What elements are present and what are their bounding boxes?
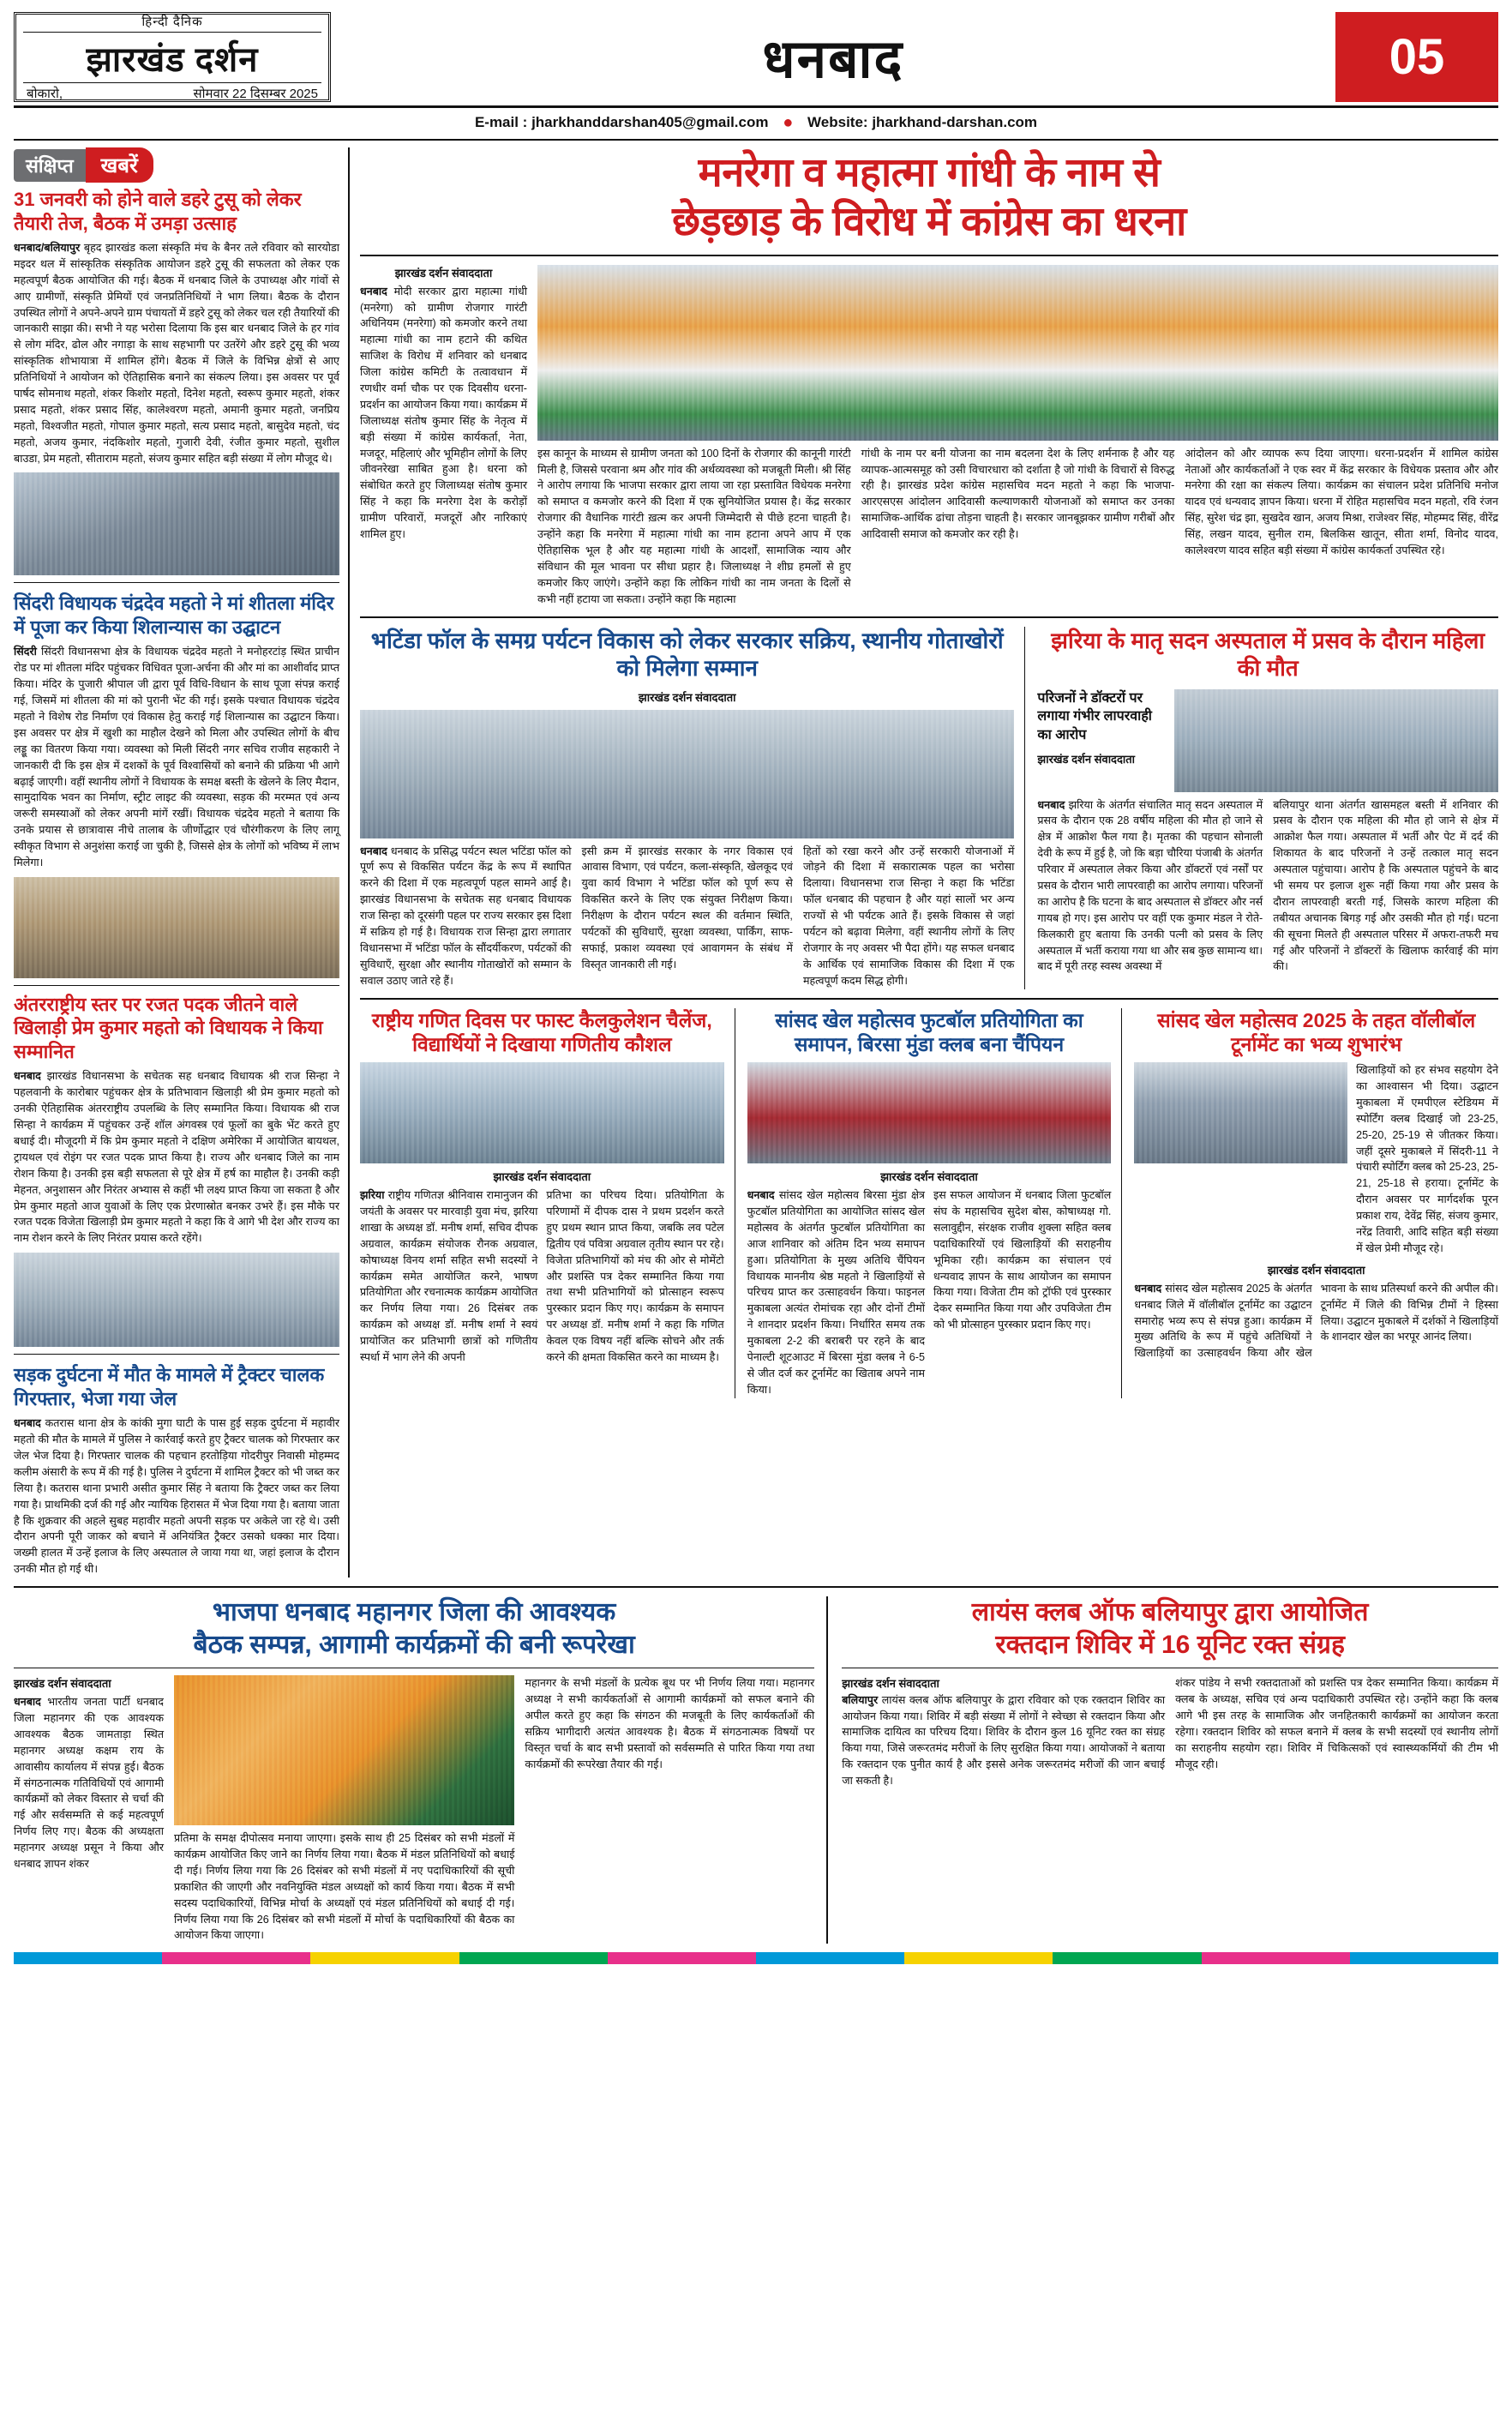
story-col-2: शंकर पांडेय ने सभी रक्तदाताओं को प्रशस्ति पत्र देकर सम्मानित किया। कार्यक्रम में क्लब के अध्यक्ष, सचिव एवं अन्य पदाधिकारी उपस्थित रहे। उन्होंने कहा कि क्लब आगे भी इस तरह के सामाजिक और जनहितकारी कार्यक्रमों का आयोजन करता रहेगा। रक्तदान शिविर को सफल बनाने में क्लब के सभी सदस्यों एवं स्थानीय लोगों का सराहनीय सहयोग रहा। शिविर में चिकित्सकों एवं स्वास्थ्यकर्मियों की टीम भी मौजूद रही। bbox=[1175, 1677, 1499, 1770]
story-headline: भटिंडा फॉल के समग्र पर्यटन विकास को लेकर सरकार सक्रिय, स्थानीय गोताखोरों को मिलेगा सम्मान bbox=[370, 627, 1004, 682]
story-col-1-wrap bbox=[14, 1675, 164, 1944]
story-headline-line1: लायंस क्लब ऑफ बलियापुर द्वारा आयोजित bbox=[971, 1598, 1369, 1627]
footer-row bbox=[14, 1596, 1498, 1944]
story-bhatinda-fall bbox=[360, 627, 1025, 989]
lead-headline-line1: मनरेगा व महात्मा गांधी के नाम से bbox=[698, 149, 1161, 195]
divider bbox=[14, 1354, 339, 1355]
story-photo bbox=[1174, 689, 1498, 792]
bottom-row bbox=[360, 1008, 1498, 1398]
brief-text: कतरास थाना क्षेत्र के कांकी मुगा घाटी के पास हुई सड़क दुर्घटना में महावीर महतो की मौत के मामले में पुलिस ने कार्रवाई करते हुए ट्रैक्टर चालक को गिरफ्तार कर जेल भेज दिया है। गिरफ्तार चालक की पहचान हरतोड़िया गोदरीपुर निवासी मोहम्मद कलीम अंसारी के रूप में की गई है। पुलिस ने दुर्घटना में शामिल ट्रैक्टर को भी जब्त कर लिया है। कतरास थाना प्रभारी असीत कुमार सिंह ने बताया कि ट्रैक्टर जब्त कर लिया गया है। प्राथमिकी दर्ज की गई और न्यायिक हिरासत में भेज दिया गया है। बताया जाता है कि शुक्रवार की अहले सुबह महावीर महतो अपनी सड़क पर अकेले जा रहे थे। उसी दौरान अपनी पूरी जाकर को बचाने में अनियंत्रित ट्रैक्टर उसको धक्का मार दिया। जख्मी हालत में उन्हें इलाज के लिए अस्पताल ले जाया गया था, जहां इलाज के दौरान उनकी मौत हो गई थी। bbox=[14, 1417, 340, 1576]
masthead bbox=[14, 12, 1498, 108]
brief-text: बृहद झारखंड कला संस्कृति मंच के बैनर तले रविवार को सारयोडा मइदर थल में सांस्कृतिक संस्कृतिक आयोजन डहरे टुसू की सफलता को लेकर एक महत्वपूर्ण बैठक आयोजित की गई। बैठक में धनबाद जिले के उपाध्यक्ष और गांवों से आए ग्रामीणों, संस्कृति प्रेमियों एवं जनप्रतिनिधियों ने भाग लिया। बैठक के दौरान उपस्थित लोगों ने अपने-अपने ग्राम पंचायतों में डहरे टुसू को लेकर चल रही तैयारियों की जानकारी साझा की। सभी ने यह भरोसा दिलाया कि इस बार धनबाद जिले के हर गांव से लोग मंदिर, ढोल और नगाड़ा के साथ सहभागी पर उतरेंगे और डहरे टुसू की भव्य सांस्कृतिक शोभायात्रा में शामिल होंगे। बैठक में जिले के विभिन्न क्षेत्रों से आए प्रतिनिधियों ने आयोजन को ऐतिहासिक बनाने का संकल्प लिया। इस अवसर पर पूर्व पार्षद सोमनाथ महतो, शंकर किशोर महतो, दिनेश महतो, स्वरूप कुमार महतो, शंकर प्रसाद महतो, शंकर प्रसाद सिंह, कालेश्वरण महतो, अमानी कुमार महतो, जनप्रिय महतो, विश्वजीत महतो, गोपाल कुमार महतो, सत्य प्रसाद महतो, बासुदेव महतो, चंद महतो, अजय कुमार, नंदकिशोर महतो, गुजारी देवी, रंजीत कुमार महतो, सुशील बाउडा, प्रेम महतो, सीताराम महतो, संजय कुमार सहित बड़ी संख्या में लोग मौजूद थे। bbox=[14, 242, 340, 465]
story-photo bbox=[360, 710, 1014, 838]
story-photo-wrap bbox=[1174, 689, 1498, 792]
lead-dateline: धनबाद bbox=[360, 285, 387, 297]
contact-strip bbox=[14, 108, 1498, 141]
story-subhead: परिजनों ने डॉक्टरों पर लगाया गंभीर लापरवाही का आरोप bbox=[1037, 690, 1152, 742]
brief-photo bbox=[14, 472, 339, 575]
brief-item bbox=[14, 1363, 339, 1578]
brief-item bbox=[14, 592, 339, 977]
story-col-1 bbox=[747, 1187, 925, 1398]
masthead-city-wrap bbox=[331, 12, 1335, 102]
briefs-column bbox=[14, 147, 350, 1578]
story-dateline: बलियापुर bbox=[842, 1693, 879, 1706]
briefs-header bbox=[14, 147, 339, 183]
story-headline: सांसद खेल महोत्सव फुटबॉल प्रतियोगिता का समापन, बिरसा मुंडा क्लब बना चैंपियन bbox=[775, 1008, 1083, 1056]
story-subhead-wrap bbox=[1037, 689, 1166, 792]
print-registration-bar bbox=[14, 1952, 1498, 1964]
right-area bbox=[350, 147, 1498, 1578]
story-para: झरिया के अंतर्गत संचालित मातृ सदन अस्पताल में प्रसव के दौरान एक 28 वर्षीय महिला की मौत हो जाने से क्षेत्र में आक्रोश फैल गया है। मृतका की पहचान सोनाली देवी के रूप में हुई है, जो कि बड़ा चौरिया पंजाबी के अंतर्गत परिवार में अस्पताल लेकर किया और डॉक्टरों एवं नर्सों पर प्रसव के दौरान भारी लापरवाही का आरोप लगाया। परिजनों का आरोप है कि घटना के बाद अस्पताल से डॉक्टर और नर्स गायब हो गए। इस आरोप पर वहीं एक कुमार मंडल ने रोते-किलकारी हुए बताया कि उनकी पत्नी को प्रसव के लिए अस्पताल में भर्ती कराया गया था और सब कुछ सामान्य था। बाद में पूरी तरह स्वस्थ अवस्था में bbox=[1037, 798, 1263, 973]
story-headline: झरिया के मातृ सदन अस्पताल में प्रसव के दौरान महिला की मौत bbox=[1051, 627, 1485, 682]
brief-text: सिंदरी विधानसभा क्षेत्र के विधायक चंद्रदेव महतो ने मनोहरटांड़ स्थित प्राचीन रोड पर मां शीतला मंदिर पहुंचकर विधिवत पूजा-अर्चना की और मां का आशीर्वाद प्राप्त किया। मंदिर के पुजारी श्रीपाल जी द्वारा पूर्व विधि-विधान के साथ पूजा संपन्न कराई गई, जिसमें मां शीतला की मां को पुरानी भेंट की गई। इसके पश्चात विधायक चंद्रदेव महतो ने विशेष रोड निर्माण एवं विकास हेतु कराई गई शिलान्यास का उद्घाटन किया। इस अवसर पर क्षेत्र में खुशी का माहौल देखने को मिला और उपस्थित लोगों के बीच लड्डू का वितरण किया गया। व्यवस्था को मिली सिंदरी नगर सचिव राजीव सहकारी ने जानकारी दी कि इस क्षेत्र में दशकों के पूर्व विश्वासियों को बनाने की प्रक्रिया भी आगे बढ़ाई जाएगी। वहीं स्थानीय लोगों ने विधायक के समक्ष बस्ती के खेलने के लिए मैदान, सामुदायिक भवन का निर्माण, स्ट्रीट लाइट की व्यवस्था, सड़क की मरम्मत एवं अन्य जरूरी समस्याओं को लेकर अपनी मांगें रखीं। विधायक चंद्रदेव महतो ने बताया कि उनके प्रयास से छात्रावास नीचे तालाब के जीर्णोद्धार एवं चौरंगीकरण के लिए लागू स्वीकृत विभाग से अनुशंसा कराई जा चुकी है, जिससे क्षेत्र के लोगों को भविष्य में लाभ मिलेगा। bbox=[14, 646, 339, 869]
story-byline: झारखंड दर्शन संवाददाता bbox=[1037, 753, 1136, 766]
website-label: Website: bbox=[807, 113, 868, 130]
lead-byline: झारखंड दर्शन संवाददाता bbox=[394, 266, 493, 279]
brief-item bbox=[14, 993, 339, 1347]
story-col-2: प्रतिभा का परिचय दिया। प्रतियोगिता के परिणामों में दीपक दास ने प्रथम प्रदर्शन करते हुए प्रथम स्थान प्राप्त किया, जबकि लव पटेल द्वितीय एवं पवित्रा अग्रवाल तृतीय स्थान पर रहे। विजेता प्रतिभागियों को मंच की ओर से मोमेंटो और प्रशस्ति पत्र देकर सम्मानित किया गया तथा सभी प्रतिभागियों को प्रोत्साहन स्वरूप पुरस्कार प्रदान किए गए। कार्यक्रम के समापन पर अध्यक्ष डॉ. मनीष शर्मा ने कहा कि गणित केवल एक विषय नहीं बल्कि सोचने और तर्क करने की क्षमता विकसित करने का माध्यम है। bbox=[546, 1189, 724, 1363]
story-photo-wrap bbox=[174, 1675, 514, 1944]
masthead-city: धनबाद bbox=[762, 29, 904, 89]
story-dateline: झरिया bbox=[360, 1189, 385, 1202]
story-math-day bbox=[360, 1008, 735, 1398]
lead-headline-line2: छेड़छाड़ के विरोध में कांग्रेस का धरना bbox=[672, 198, 1186, 244]
lead-para: मोदी सरकार द्वारा महात्मा गांधी (मनरेगा) को ग्रामीण रोजगार गारंटी अधिनियम (मनरेगा) को कमजोर करने तथा महात्मा गांधी का नाम हटाने की कथित साजिश के विरोध में शनिवार को धनबाद जिला कांग्रेस कमिटी के तत्वावधान में रणधीर वर्मा चौक पर एक दिवसीय धरना-प्रदर्शन का आयोजन किया गया। कार्यक्रम में जिलाध्यक्ष संतोष कुमार सिंह के नेतृत्व में बड़ी संख्या में कांग्रेस कार्यकर्ता, नेता, मजदूर, महिलाएं और भूमिहीन लोगों के लिए जीवनरेखा साबित हुआ है। धरना को संबोधित करते हुए जिलाध्यक्ष संतोष कुमार सिंह ने कहा कि मनरेगा देश के करोड़ों ग्रामीण परिवारों, मजदूरों और नारिकाएं शामिल हुए। bbox=[360, 285, 528, 541]
brief-body bbox=[14, 1415, 339, 1578]
brief-byline: धनबाद bbox=[14, 1417, 41, 1430]
story-headline-line1: भाजपा धनबाद महानगर जिला की आवश्यक bbox=[212, 1598, 616, 1627]
brief-body bbox=[14, 1068, 339, 1247]
website-value[interactable]: jharkhand-darshan.com bbox=[872, 113, 1038, 130]
story-para: सांसद खेल महोत्सव 2025 के अंतर्गत धनबाद जिले में वॉलीबॉल टूर्नामेंट का उद्घाटन समारोह भव्य रूप से संपन्न हुआ। कार्यक्रम में मुख्य अतिथि के रूप में पहुंचे अतिथियों ने खिलाड़ियों का उत्साहवर्धन किया और खेल भावना के साथ प्रतिस्पर्धा करने की अपील की। टूर्नामेंट में जिले की विभिन्न टीमों ने हिस्सा लिया। उद्घाटन मुकाबले में दर्शकों ने खिलाड़ियों के शानदार खेल का भरपूर आनंद लिया। bbox=[1134, 1282, 1498, 1360]
masthead-subline bbox=[23, 82, 321, 102]
story-col-3: महानगर के सभी मंडलों के प्रत्येक बूथ पर भी निर्णय लिया गया। महानगर अध्यक्ष ने सभी कार्यकर्ताओं से आगामी कार्यक्रमों को सफल बनाने की अपील करते हुए कहा कि संगठन की मजबूती के लिए कार्यकर्ताओं की सक्रिय भागीदारी अत्यंत आवश्यक है। बैठक में संगठनात्मक विषयों पर विस्तृत चर्चा के बाद सभी प्रस्तावों को सर्वसम्मति से पारित किया गया तथा कार्यक्रमों की रूपरेखा तैयार की गई। bbox=[525, 1677, 815, 1770]
masthead-title: झारखंड दर्शन bbox=[86, 40, 259, 79]
story-col-1 bbox=[842, 1675, 1165, 1789]
divider bbox=[360, 255, 1498, 256]
story-photo bbox=[360, 1062, 724, 1163]
story-byline: झारखंड दर्शन संवाददाता bbox=[493, 1170, 591, 1184]
story-byline: झारखंड दर्शन संवाददाता bbox=[880, 1170, 978, 1184]
divider bbox=[360, 616, 1498, 618]
story-col-1 bbox=[1134, 1281, 1498, 1361]
page-number-badge: 05 bbox=[1335, 12, 1498, 102]
story-para: राष्ट्रीय गणितज्ञ श्रीनिवास रामानुजन की जयंती के अवसर पर मारवाड़ी युवा मंच, झरिया शाखा के अध्यक्ष डॉ. मनीष शर्मा, सचिव दीपक अग्रवाल, कार्यक्रम संयोजक रौनक अग्रवाल, कोषाध्यक्ष विनय शर्मा सहित सभी सदस्यों ने कार्यक्रम समेत आयोजित करने, भाषण प्रतियोगिता और रचनात्मक कार्यक्रम आयोजित कर निर्णय लिया गया। 26 दिसंबर तक कार्यक्रम को अध्यक्ष डॉ. मनीष शर्मा ने स्वयं प्रायोजित कर प्रतिभागी छात्रों को गणितीय स्पर्धा में भाग लेने की अपनी bbox=[360, 1189, 538, 1363]
story-football bbox=[747, 1008, 1123, 1398]
story-byline: झारखंड दर्शन संवाददाता bbox=[638, 690, 736, 704]
lead-photo-and-cols bbox=[537, 265, 1498, 608]
story-col-1 bbox=[360, 844, 571, 989]
story-headline: राष्ट्रीय गणित दिवस पर फास्ट कैलकुलेशन चैलेंज, विद्यार्थियों ने दिखाया गणितीय कौशल bbox=[371, 1008, 712, 1056]
brief-item bbox=[14, 188, 339, 575]
story-dateline: धनबाद bbox=[1037, 798, 1065, 811]
lead-text-2: इस कानून के माध्यम से ग्रामीण जनता को 100 दिनों के रोजगार की कानूनी गारंटी मिली है, जिससे परवाना श्रम और गांव की अर्थव्यवस्था को मजबूती मिली। श्री सिंह ने आरोप लगाया कि भाजपा सरकार द्वारा लाया जा रहा प्रस्तावित विधेयक मनरेगा को समाप्त व कमजोर करने की दिशा में एक सुनियोजित प्रयास है। केंद्र सरकार रोजगार की वैधानिक गारंटी ख़त्म कर अपनी जिम्मेदारी से पीछे हटना चाहती है। उन्होंने कहा कि मनरेगा में महात्मा गांधी का नाम हटाना अपने आप में एक ऐतिहासिक भूल है और यह महात्मा गांधी के आदर्शों, सामाजिक न्याय और संविधान की मूल भावना पर सीधा प्रहार है। जिलाध्यक्ष ने शीघ्र हमलों से हुए कमजोर किए जाएंगे। उन्होंने कहा कि लोकिन गांधी का नाम जनता के दिलों से कभी नहीं हटाया जा सकता। उन्होंने कहा कि महात्मा bbox=[537, 447, 851, 605]
story-photo bbox=[747, 1062, 1112, 1163]
story-dateline: धनबाद bbox=[360, 844, 387, 857]
briefs-badge-right: खबरें bbox=[86, 147, 153, 183]
lead-text-4: आंदोलन को और व्यापक रूप दिया जाएगा। धरना-प्रदर्शन में शामिल कांग्रेस नेताओं और कार्यकर्ताओं ने एक स्वर में केंद्र सरकार के विधेयक प्रस्ताव और और मनरेगा की रक्षा का संकल्प लिया। कार्यक्रम का संचालन प्रदेश प्रतिनिधि मनोज यादव एवं धन्यवाद ज्ञापन किया। धरना में रोहित महासचिव मदन महतो, रवि रंजन सिंह, सुरेश चंद्र झा, सुखदेव खान, अजय मिश्रा, राजेश्वर सिंह, मोहम्मद सिंह, वीरेंद्र सिंह, लखन यादव, सुनील राम, बिलकिस खातून, सीता शर्मा, विनोद यादव, कालेश्वरण यादव सहित बड़ी संख्या में कांग्रेस कार्यकर्ता उपस्थित रहे। bbox=[1185, 447, 1499, 556]
story-col-3: हितों को रखा करने और उन्हें सरकारी योजनाओं में जोड़ने की दिशा में सकारात्मक पहल का भरोसा दिलाया। विधानसभा राज सिन्हा ने कहा कि भटिंडा फॉल धनबाद की पहचान है और यहां सालों भर अन्य राज्यों से भी पर्यटक आते हैं। इसके विकास से जहां पर्यटन को बढ़ावा मिलेगा, वहीं स्थानीय लोगों के लिए रोजगार के नए अवसर भी पैदा होंगे। यह सफल धनबाद के आर्थिक एवं सामाजिक विकास की दिशा में एक महत्वपूर्ण कदम सिद्ध होगी। bbox=[802, 844, 1015, 987]
story-blood-camp bbox=[842, 1596, 1498, 1944]
brief-headline: अंतरराष्ट्रीय स्तर पर रजत पदक जीतने वाले खिलाड़ी प्रेम कुमार महतो को विधायक ने किया सम्मानित bbox=[14, 993, 323, 1062]
briefs-badge-left: संक्षिप्त bbox=[14, 149, 86, 182]
story-headline: सांसद खेल महोत्सव 2025 के तहत वॉलीबॉल टूर्नामेंट का भव्य शुभारंभ bbox=[1157, 1008, 1476, 1056]
brief-headline: 31 जनवरी को होने वाले डहरे टुसू को लेकर तैयारी तेज, बैठक में उमड़ा उत्साह bbox=[14, 189, 302, 234]
brief-headline: सिंदरी विधायक चंद्रदेव महतो ने मां शीतला मंदिर में पूजा कर किया शिलान्यास का उद्घाटन bbox=[14, 592, 334, 638]
masthead-kicker: हिन्दी दैनिक bbox=[23, 13, 321, 33]
story-para: भारतीय जनता पार्टी धनबाद जिला महानगर की एक आवश्यक आवश्यक बैठक जामताड़ा स्थित महानगर अध्यक्ष कक्षम राय के आवासीय कार्यालय में संपन्न हुई। बैठक में संगठनात्मक गतिविधियों एवं आगामी कार्यक्रमों को लेकर विस्तार से चर्चा की गई और सर्वसम्मति से कई महत्वपूर्ण निर्णय लिए गए। बैठक की अध्यक्षता महानगर अध्यक्ष प्रसून ने किया और धनबाद ज्ञापन शंकर bbox=[14, 1696, 164, 1871]
brief-photo bbox=[14, 877, 339, 978]
story-col-2: इसी क्रम में झारखंड सरकार के नगर विकास एवं आवास विभाग, एवं पर्यटन, कला-संस्कृति, खेलकूद एवं युवा कार्य विभाग ने भटिंडा फॉल को पूर्ण रूप से विकसित करने के लिए एक संयुक्त निरीक्षण किया। निरीक्षण के दौरान पर्यटन स्थल की वर्तमान स्थिति, पर्यटकों की सुविधाएँ, सुरक्षा व्यवस्था, पार्किंग, साफ-सफाई, प्रकाश व्यवस्था एवं आवागमन के संबंध में विस्तृत जानकारी ली गई। bbox=[581, 844, 793, 971]
divider bbox=[14, 1586, 1498, 1588]
story-byline: झारखंड दर्शन संवाददाता bbox=[14, 1677, 111, 1691]
email-label: E-mail : bbox=[474, 113, 528, 130]
brief-headline: सड़क दुर्घटना में मौत के मामले में ट्रैक्टर चालक गिरफ्तार, भेजा गया जेल bbox=[14, 1364, 325, 1409]
lead-photo bbox=[537, 265, 1498, 441]
story-photo bbox=[1134, 1062, 1347, 1163]
brief-body bbox=[14, 240, 339, 466]
story-photo bbox=[174, 1675, 514, 1825]
story-byline: झारखंड दर्शन संवाददाता bbox=[842, 1677, 939, 1691]
story-col-side: खिलाड़ियों को हर संभव सहयोग देने का आश्वासन भी दिया। उद्घाटन मुकाबला में एमपीएल स्टेडियम में स्पोर्टिंग क्लब दिखाई जो 23-25, 25-20, 25-19 से जीतकर किया। जहीं दूसरे मुकाबले में सिंदरी-11 ने पंचारी स्पोर्टिंग क्लब को 25-23, 25-21, 25-18 से हराया। टूर्नामेंट के दौरान अवसर पर मार्गदर्शक पूरन प्रकाश राय, देवेंद्र सिंह, संजय कुमार, नरेंद्र तिवारी, आदि सहित बड़ी संख्या में खेल प्रेमी मौजूद रहे। bbox=[1356, 1064, 1499, 1254]
email-value[interactable]: jharkhanddarshan405@gmail.com bbox=[531, 113, 769, 130]
story-col-2: बलियापुर थाना अंतर्गत खासमहल बस्ती में शनिवार की प्रसव के दौरान एक महिला की मौत हो जाने से क्षेत्र में आक्रोश फैल गया। अस्पताल में भर्ती और पेट में दर्द की शिकायत के बाद परिजनों ने उन्हें तत्काल मातृ सदन अस्पताल पहुंचाया। आरोप है कि अस्पताल पहुंचने के बाद भी समय पर इलाज शुरू नहीं किया गया और प्रसव के दौरान लापरवाही बरती गई, जिसके कारण महिला की तबीयत अचानक बिगड़ गई और उसकी मौत हो गई। घटना की सूचना मिलते ही अस्पताल परिसर में अफरा-तफरी मच गई और परिजनों ने डॉक्टरों के खिलाफ कार्रवाई की मांग की। bbox=[1273, 798, 1499, 973]
story-col-1 bbox=[360, 1187, 537, 1366]
lead-text-1 bbox=[360, 284, 527, 543]
story-para: धनबाद के प्रसिद्ध पर्यटन स्थल भटिंडा फॉल को पूर्ण रूप से विकसित पर्यटन केंद्र के रूप में स्थापित करने की दिशा में एक महत्वपूर्ण पहल सामने आई है। झारखंड विधानसभा के सचेतक सह धनबाद विधायक राज सिन्हा को दूरसंगी पहल पर राज्य सरकार इस दिशा में सक्रिय हो गई है। विधायक राज सिन्हा द्वारा लगातार विधानसभा में भटिंडा फॉल के सौंदर्यीकरण, पर्यटकों की सुविधाएँ, सुरक्षा और स्थानीय गोताखोरों को सम्मान के सवाल उठाए जाते रहे हैं। bbox=[360, 844, 572, 987]
story-col-1 bbox=[14, 1694, 164, 1872]
story-headline-line2: रक्तदान शिविर में 16 यूनिट रक्त संग्रह bbox=[995, 1630, 1345, 1659]
lead-col-1 bbox=[360, 265, 527, 608]
brief-byline: धनबाद bbox=[14, 1070, 41, 1083]
story-col-1 bbox=[1037, 797, 1263, 976]
lead-story bbox=[360, 147, 1498, 608]
story-photo-wrap bbox=[1134, 1062, 1347, 1257]
masthead-place: बोकारो, bbox=[27, 86, 63, 101]
divider bbox=[14, 985, 339, 986]
masthead-logo bbox=[14, 12, 331, 102]
brief-byline: सिंदरी bbox=[14, 646, 37, 658]
brief-text: झारखंड विधानसभा के सचेतक सह धनबाद विधायक श्री राज सिन्हा ने पहलवानी के कारोबार पहुंचकर क्षेत्र के प्रतिभावान खिलाड़ी श्री प्रेम कुमार महतो को उनकी ऐतिहासिक अंतरराष्ट्रीय उपलब्धि के लिए सम्मानित किया। विधायक श्री राज सिन्हा ने कार्यक्रम में पहुंचकर उन्हें शॉल अंगवस्त्र एवं फूलों का बुके भेंट करते हुए बधाई दी। मौजूदगी में कि प्रेम कुमार महतो ने दक्षिण अमेरिका में आयोजित बायथल, ट्रायथल एवं रोइंग पर रजत पदक प्राप्त किया है। राज्य और धनबाद जिले का नाम रोशन किया है। उनकी इस बड़ी सफलता से पूरे क्षेत्र में हर्ष का माहौल है। उनकी कड़ी मेहनत, अनुशासन और निरंतर अभ्यास से कहीं भी लक्ष्य प्राप्त किया जा सकता है और प्रेम कुमार महतो आज युवाओं के लिए एक प्रेरणास्रोत बनकर उभरे हैं। इस मौके पर रजत पदक विजेता खिलाड़ी प्रेम कुमार महतो ने कहा कि वे आगे भी देश और राज्य का नाम रोशन करने के लिए निरंतर प्रयास करते रहेंगे। bbox=[14, 1070, 340, 1245]
story-col-2: इस सफल आयोजन में धनबाद जिला फुटबॉल संघ के महासचिव सुदेश बोस, कोषाध्यक्ष गो. सलावुद्दीन, संरक्षक राजीव शुक्ला सहित क्लब पदाधिकारियों एवं खिलाड़ियों की सराहनीय भूमिका रही। कार्यक्रम का संचालन एवं धन्यवाद ज्ञापन के साथ आयोजन का समापन किया गया। विजेता टीम को ट्रॉफी एवं पुरस्कार देकर सम्मानित किया गया और उपविजेता टीम को भी प्रोत्साहन पुरस्कार प्रदान किए गए। bbox=[933, 1189, 1112, 1331]
brief-body bbox=[14, 644, 339, 870]
story-para: सांसद खेल महोत्सव बिरसा मुंडा क्षेत्र फुटबॉल प्रतियोगिता का आयोजित सांसद खेल महोत्सव के अंतर्गत फुटबॉल प्रतियोगिता का आज शानिवार को अंतिम दिन भव्य समापन हुआ। प्रतियोगिता के मुख्य अतिथि चैंपियन विधायक माननीय श्रेष्ठ महतो ने खिलाड़ियों से परिचय प्राप्त कर उत्साहवर्धन किया। फाइनल मुकाबला अत्यंत रोमांचक रहा और दोनों टीमों ने शानदार प्रदर्शन किया। निर्धारित समय तक मुकाबला 2-2 की बराबरी पर रहने के बाद पेनाल्टी शूटआउट में बिरसा मुंडा क्लब ने 6-5 से जीत दर्ज कर टूर्नामेंट का खिताब अपने नाम किया। bbox=[747, 1189, 926, 1396]
divider bbox=[360, 998, 1498, 1000]
story-dateline: धनबाद bbox=[14, 1696, 41, 1709]
story-headline-line2: बैठक सम्पन्न, आगामी कार्यक्रमों की बनी रूपरेखा bbox=[193, 1630, 635, 1659]
bullet-icon: ● bbox=[783, 113, 794, 132]
story-byline: झारखंड दर्शन संवाददाता bbox=[1267, 1263, 1365, 1277]
lead-text-3: गांधी के नाम पर बनी योजना का नाम बदलना देश के लिए शर्मनाक है और यह व्यापक-आत्मसमूह को उसी विचारधारा को दर्शाता है जो गांधी के विचारों से विरुद्ध रही है। झारखंड प्रदेश कांग्रेस महासचिव मदन महतो ने कहा कि भाजपा-आरएसएस आंदोलन आदिवासी कल्याणकारी योजनाओं को समाप्त कर उनका सामाजिक-आर्थिक ढांचा तोड़ना चाहती है। सरकार जानबूझकर ग्रामीण गरीबों और आदिवासी समाज को कमजोर कर रही है। bbox=[861, 447, 1175, 541]
story-para: लायंस क्लब ऑफ बलियापुर के द्वारा रविवार को एक रक्तदान शिविर का आयोजन किया गया। शिविर में बड़ी संख्या में लोगों ने स्वेच्छा से रक्तदान किया और सामाजिक दायित्व का परिचय दिया। शिविर के दौरान कुल 16 यूनिट रक्त का संग्रह किया गया, जिसे जरूरतमंद मरीजों के लिए सुरक्षित किया गया। आयोजकों ने बताया कि रक्तदान एक पुनीत कार्य है और इससे अनेक जरूरतमंद मरीजों की जान बचाई जा सकती है। bbox=[842, 1693, 1166, 1788]
story-jharia-hospital bbox=[1037, 627, 1498, 989]
mid-row bbox=[360, 627, 1498, 989]
story-volleyball bbox=[1134, 1008, 1498, 1398]
brief-photo bbox=[14, 1253, 339, 1347]
brief-byline: धनबाद/बलियापुर bbox=[14, 242, 81, 254]
story-bjp-meeting bbox=[14, 1596, 828, 1944]
story-dateline: धनबाद bbox=[1134, 1282, 1162, 1295]
story-dateline: धनबाद bbox=[747, 1189, 775, 1202]
main-area bbox=[14, 147, 1498, 1578]
masthead-date: सोमवार 22 दिसम्बर 2025 bbox=[193, 86, 318, 101]
story-col-2: प्रतिमा के समक्ष दीपोत्सव मनाया जाएगा। इसके साथ ही 25 दिसंबर को सभी मंडलों में कार्यक्रम आयोजित किए जाने का निर्णय लिया गया। बैठक में मंडल प्रतिनिधियों को बधाई दी गई। निर्णय लिया गया कि 26 दिसंबर को सभी मंडलों में नए पदाधिकारियों की सूची प्रकाशित की जाएगी और नवनियुक्ति मंडल अध्यक्षों को कार्य किया गया। बैठक में सभी सदस्य पदाधिकारियों, विभिन्न मोर्चा के अध्यक्षों एवं मंडल प्रतिनिधियों को बधाई दी गई। निर्णय लिया गया कि 26 दिसंबर को सभी मंडलों में मोर्चा के पदाधिकारियों की बैठक का आयोजन किया जाएगा। bbox=[174, 1832, 515, 1942]
divider bbox=[14, 582, 339, 583]
